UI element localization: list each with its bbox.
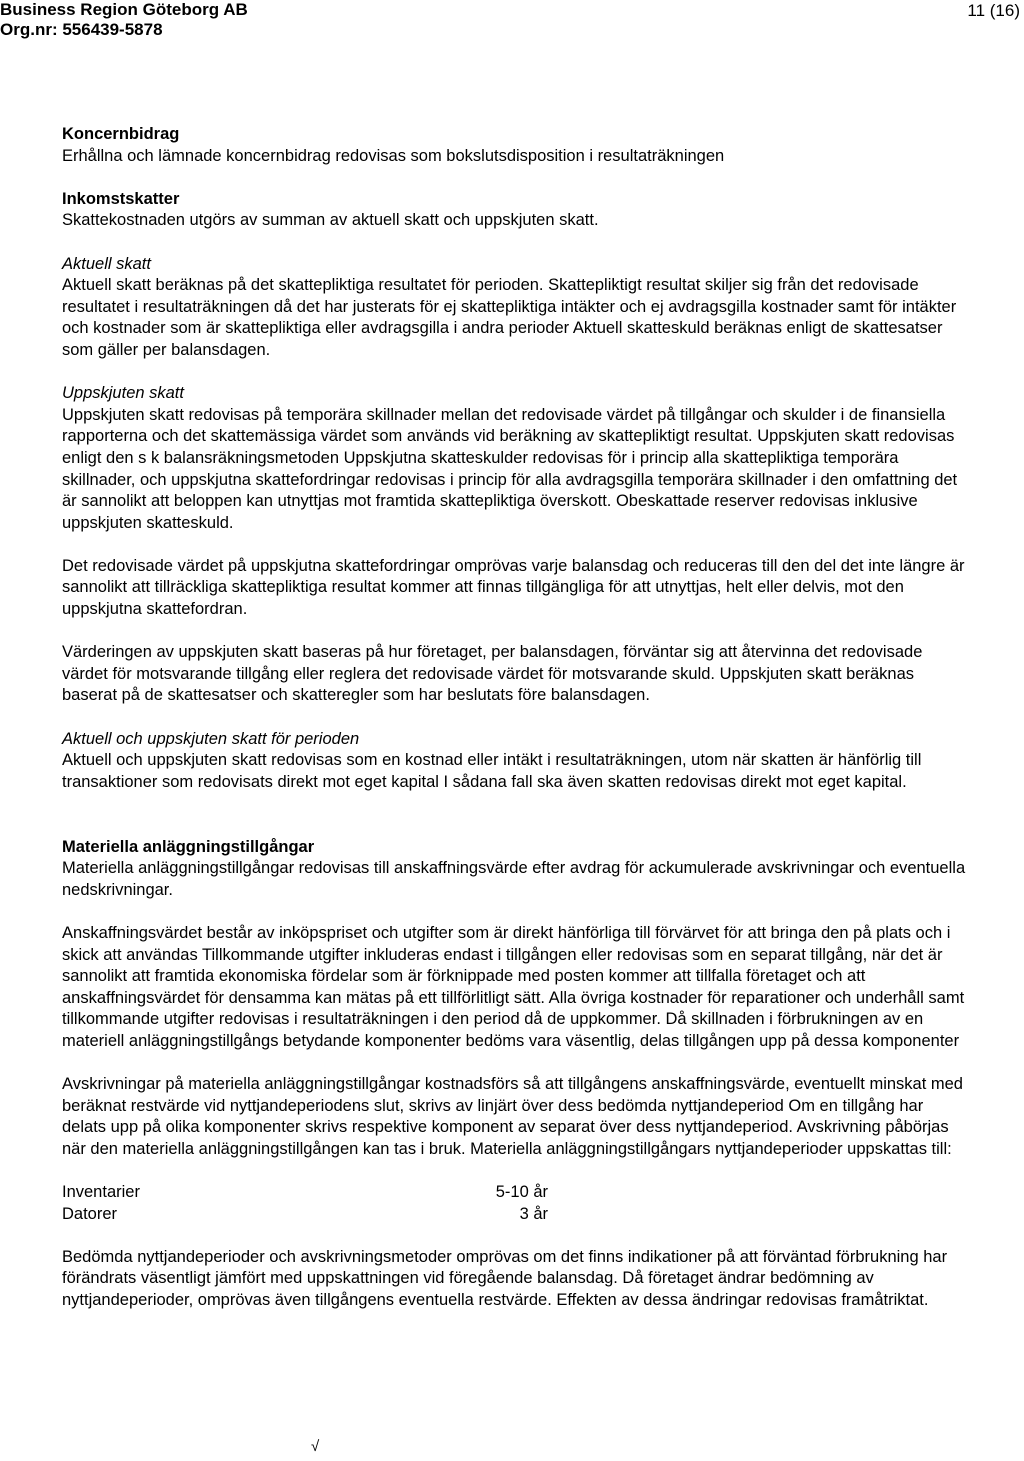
heading-koncernbidrag: Koncernbidrag bbox=[62, 125, 180, 143]
lifetime-row bbox=[62, 1204, 967, 1226]
document-body bbox=[62, 124, 967, 1333]
lifetime-asset: Datorer bbox=[62, 1204, 118, 1223]
paragraph-materiella-closing: Bedömda nyttjandeperioder och avskrivningsmetoder omprövas om det finns indikationer på att förväntad förbrukning har förändrats väsentligt jämfört med uppskattningen vid föregående balansdag. Då företaget ändrar bedömning av nyttjandeperioder, omprövas även tillgångens eventuella restvärde. Effekten av dessa ändringar redovisas framåtriktat. bbox=[62, 1247, 948, 1310]
section-uppskjuten-skatt bbox=[62, 383, 967, 707]
check-mark-annotation: √ bbox=[311, 1438, 320, 1455]
paragraph-aktuell-skatt: Aktuell skatt beräknas på det skattepliktiga resultatet för perioden. Skattepliktigt resultat skiljer sig från det redovisade resultatet i resultaträkningen då det har justerats för ej skattepliktiga intäkter och ej avdragsgilla kostnader samt för intäkter och kostnader som är skattepliktiga eller avdragsgilla i andra perioder Aktuell skatteskuld beräknas enligt de skattesatser som gäller per balansdagen. bbox=[62, 276, 957, 359]
paragraph-aktuell-och-uppskjuten: Aktuell och uppskjuten skatt redovisas som en kostnad eller intäkt i resultaträkningen, utom när skatten är hänförlig till transaktioner som redovisats direkt mot eget kapital I sådana fall ska även skatten redovisas direkt mot eget kapital. bbox=[62, 751, 922, 791]
paragraph-koncernbidrag: Erhållna och lämnade koncernbidrag redovisas som bokslutsdisposition i resultaträkningen bbox=[62, 146, 725, 165]
lifetime-table bbox=[62, 1182, 967, 1225]
paragraph-inkomstskatter: Skattekostnaden utgörs av summan av aktuell skatt och uppskjuten skatt. bbox=[62, 211, 599, 230]
lifetime-asset: Inventarier bbox=[62, 1183, 140, 1202]
heading-materiella: Materiella anläggningstillgångar bbox=[62, 837, 315, 856]
paragraph-materiella-2: Anskaffningsvärdet består av inköpspriset och utgifter som är direkt hänförliga till förvärvet för att bringa den på plats och i skick att användas Tillkommande utgifter inkluderas endast i tillgången eller redovisas som en separat tillgång, när det är sannolikt att framtida ekonomiska fördelar som är förknippade med posten kommer att tillfalla företaget och att anskaffningsvärdet för densamma kan mätas på ett tillförlitligt sätt. Alla övriga kostnader för reparationer och underhåll samt tillkommande utgifter redovisas i resultaträkningen i den period då de uppkommer. Då skillnaden i förbrukningen av en materiell anläggningstillgångs betydande komponenter bedöms vara väsentlig, delas tillgången upp på dessa komponenter bbox=[62, 923, 965, 1050]
section-inkomstskatter bbox=[62, 189, 967, 232]
lifetime-row bbox=[62, 1182, 967, 1204]
lifetime-period: 3 år bbox=[519, 1204, 548, 1223]
org-number: Org.nr: 556439-5878 bbox=[0, 20, 163, 39]
company-header bbox=[0, 0, 248, 40]
section-aktuell-och-uppskjuten bbox=[62, 729, 967, 794]
lifetime-period: 5-10 år bbox=[495, 1183, 548, 1202]
company-name: Business Region Göteborg AB bbox=[0, 0, 248, 19]
paragraph-uppskjuten-skatt-1: Uppskjuten skatt redovisas på temporära skillnader mellan det redovisade värdet på tillgångar och skulder i de finansiella rapporterna och det skattemässiga värdet som används vid beräkning av skattepliktigt resultat. Uppskjuten skatt redovisas enligt den s k balansräkningsmetoden Uppskjutna skatteskulder redovisas för i princip alla skattepliktiga temporära skillnader, och uppskjutna skattefordringar redovisas i princip för alla avdragsgilla temporära skillnader i den omfattning det är sannolikt att beloppen kan utnyttjas mot framtida skattepliktiga överskott. Obeskattade reserver redovisas inklusive uppskjuten skatteskuld. bbox=[62, 405, 958, 532]
paragraph-uppskjuten-skatt-2: Det redovisade värdet på uppskjutna skattefordringar omprövas varje balansdag och reduceras till den del det inte längre är sannolikt att tillräckliga skattepliktiga resultat kommer att finnas tillgängliga för att utnyttjas, helt eller delvis, mot den uppskjutna skattefordran. bbox=[62, 556, 965, 619]
page-number: 11 (16) bbox=[967, 1, 1020, 20]
section-materiella bbox=[62, 837, 967, 1312]
heading-aktuell-och-uppskjuten: Aktuell och uppskjuten skatt för perioden bbox=[62, 729, 360, 748]
heading-uppskjuten-skatt: Uppskjuten skatt bbox=[62, 384, 184, 403]
heading-inkomstskatter: Inkomstskatter bbox=[62, 189, 180, 208]
section-koncernbidrag bbox=[62, 124, 967, 167]
section-aktuell-skatt bbox=[62, 254, 967, 362]
paragraph-uppskjuten-skatt-3: Värderingen av uppskjuten skatt baseras på hur företaget, per balansdagen, förväntar sig att återvinna det redovisade värdet för motsvarande tillgång eller reglera det redovisade värdet för motsvarande skuld. Uppskjuten skatt beräknas baserat på de skattesatser och skatteregler som har beslutats före balansdagen. bbox=[62, 643, 923, 705]
paragraph-materiella-1: Materiella anläggningstillgångar redovisas till anskaffningsvärde efter avdrag för ackumulerade avskrivningar och eventuella nedskrivningar. bbox=[62, 859, 966, 899]
paragraph-materiella-3: Avskrivningar på materiella anläggningstillgångar kostnadsförs så att tillgångens anskaffningsvärde, eventuellt minskat med beräknat restvärde vid nyttjandeperiodens slut, skrivs av linjärt över dess bedömda nyttjandeperiod Om en tillgång har delats upp på olika komponenter skrivs respektive komponent av separat över dess nyttjandeperiod. Avskrivning påbörjas när den materiella anläggningstillgången kan tas i bruk. Materiella anläggningstillgångars nyttjandeperioder uppskattas till: bbox=[62, 1075, 963, 1158]
heading-aktuell-skatt: Aktuell skatt bbox=[62, 254, 151, 273]
